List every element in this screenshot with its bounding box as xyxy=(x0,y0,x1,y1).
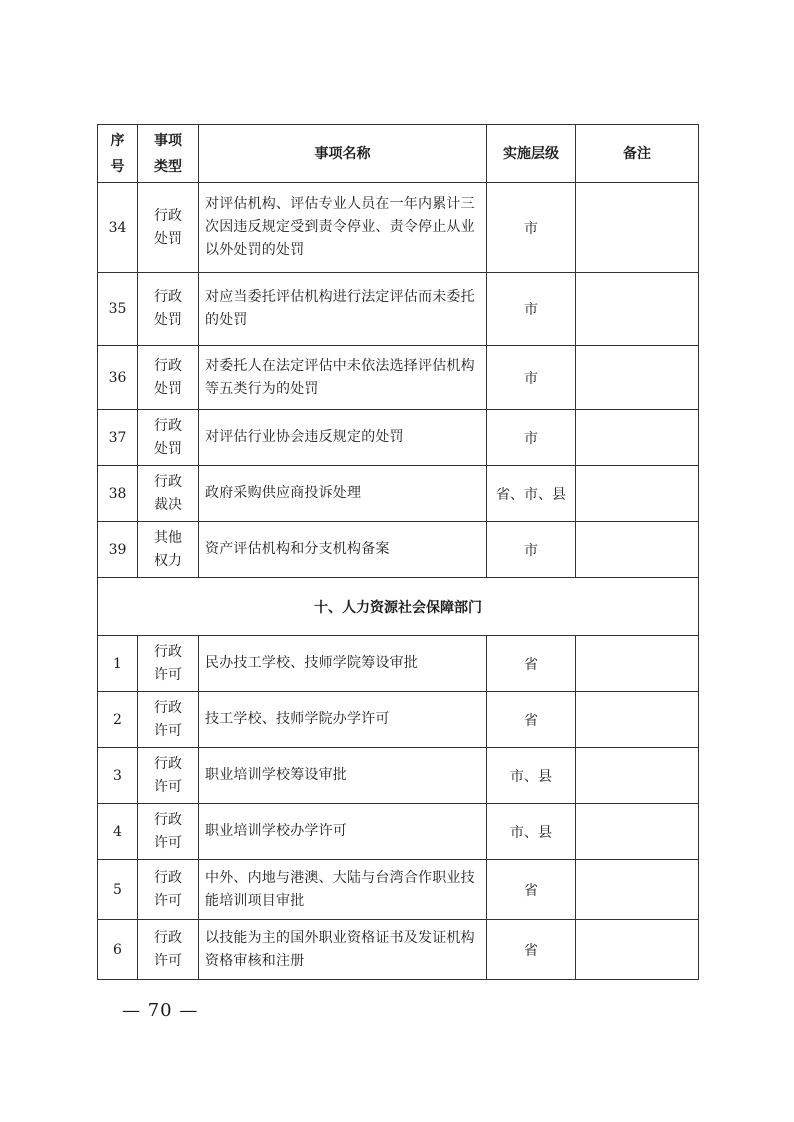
row-type: 行政处罚 xyxy=(138,183,199,273)
table-row xyxy=(98,346,699,410)
row-type: 行政许可 xyxy=(138,692,199,748)
row-type: 行政处罚 xyxy=(138,410,199,466)
row-type: 行政许可 xyxy=(138,860,199,920)
row-level: 市 xyxy=(487,183,576,273)
row-number: 2 xyxy=(98,692,138,748)
table-row xyxy=(98,466,699,522)
table-row xyxy=(98,183,699,273)
section-title: 十、人力资源社会保障部门 xyxy=(98,578,699,636)
header-seq: 序号 xyxy=(98,125,138,183)
row-note xyxy=(576,273,699,346)
header-name: 事项名称 xyxy=(199,125,487,183)
section-header-row xyxy=(98,578,699,636)
row-name: 对评估行业协会违反规定的处罚 xyxy=(199,410,487,466)
row-name: 资产评估机构和分支机构备案 xyxy=(199,522,487,578)
row-level: 市 xyxy=(487,410,576,466)
table-row xyxy=(98,522,699,578)
row-type: 行政处罚 xyxy=(138,346,199,410)
row-number: 4 xyxy=(98,804,138,860)
row-level: 省 xyxy=(487,860,576,920)
row-number: 5 xyxy=(98,860,138,920)
row-level: 省、市、县 xyxy=(487,466,576,522)
row-name: 中外、内地与港澳、大陆与台湾合作职业技能培训项目审批 xyxy=(199,860,487,920)
row-type: 行政许可 xyxy=(138,804,199,860)
row-name: 政府采购供应商投诉处理 xyxy=(199,466,487,522)
row-level: 市 xyxy=(487,273,576,346)
row-name: 职业培训学校筹设审批 xyxy=(199,748,487,804)
row-level: 市、县 xyxy=(487,804,576,860)
row-number: 1 xyxy=(98,636,138,692)
table-row xyxy=(98,920,699,980)
row-note xyxy=(576,466,699,522)
row-level: 市 xyxy=(487,346,576,410)
row-number: 36 xyxy=(98,346,138,410)
row-note xyxy=(576,183,699,273)
table-row xyxy=(98,410,699,466)
row-note xyxy=(576,346,699,410)
matters-table xyxy=(97,124,699,980)
row-note xyxy=(576,804,699,860)
row-note xyxy=(576,522,699,578)
header-note: 备注 xyxy=(576,125,699,183)
row-level: 市 xyxy=(487,522,576,578)
row-name: 职业培训学校办学许可 xyxy=(199,804,487,860)
row-type: 其他权力 xyxy=(138,522,199,578)
row-level: 省 xyxy=(487,920,576,980)
table-row xyxy=(98,692,699,748)
table-row xyxy=(98,748,699,804)
row-note xyxy=(576,920,699,980)
table-row xyxy=(98,636,699,692)
header-level: 实施层级 xyxy=(487,125,576,183)
row-type: 行政裁决 xyxy=(138,466,199,522)
row-type: 行政许可 xyxy=(138,636,199,692)
row-note xyxy=(576,748,699,804)
row-level: 省 xyxy=(487,636,576,692)
table-row xyxy=(98,273,699,346)
row-note xyxy=(576,636,699,692)
row-note xyxy=(576,410,699,466)
table-row xyxy=(98,804,699,860)
row-type: 行政处罚 xyxy=(138,273,199,346)
row-number: 37 xyxy=(98,410,138,466)
row-number: 38 xyxy=(98,466,138,522)
row-name: 对委托人在法定评估中未依法选择评估机构等五类行为的处罚 xyxy=(199,346,487,410)
row-name: 对评估机构、评估专业人员在一年内累计三次因违反规定受到责令停业、责令停止从业以外处罚的处罚 xyxy=(199,183,487,273)
row-note xyxy=(576,860,699,920)
row-type: 行政许可 xyxy=(138,920,199,980)
header-type: 事项类型 xyxy=(138,125,199,183)
row-name: 民办技工学校、技师学院筹设审批 xyxy=(199,636,487,692)
row-number: 34 xyxy=(98,183,138,273)
page-number: — 70 — xyxy=(122,1000,199,1021)
row-name: 技工学校、技师学院办学许可 xyxy=(199,692,487,748)
row-level: 省 xyxy=(487,692,576,748)
row-name: 以技能为主的国外职业资格证书及发证机构资格审核和注册 xyxy=(199,920,487,980)
row-note xyxy=(576,692,699,748)
row-type: 行政许可 xyxy=(138,748,199,804)
header-row xyxy=(98,125,699,183)
row-number: 3 xyxy=(98,748,138,804)
row-number: 35 xyxy=(98,273,138,346)
row-number: 39 xyxy=(98,522,138,578)
row-number: 6 xyxy=(98,920,138,980)
row-name: 对应当委托评估机构进行法定评估而未委托的处罚 xyxy=(199,273,487,346)
row-level: 市、县 xyxy=(487,748,576,804)
table-row xyxy=(98,860,699,920)
